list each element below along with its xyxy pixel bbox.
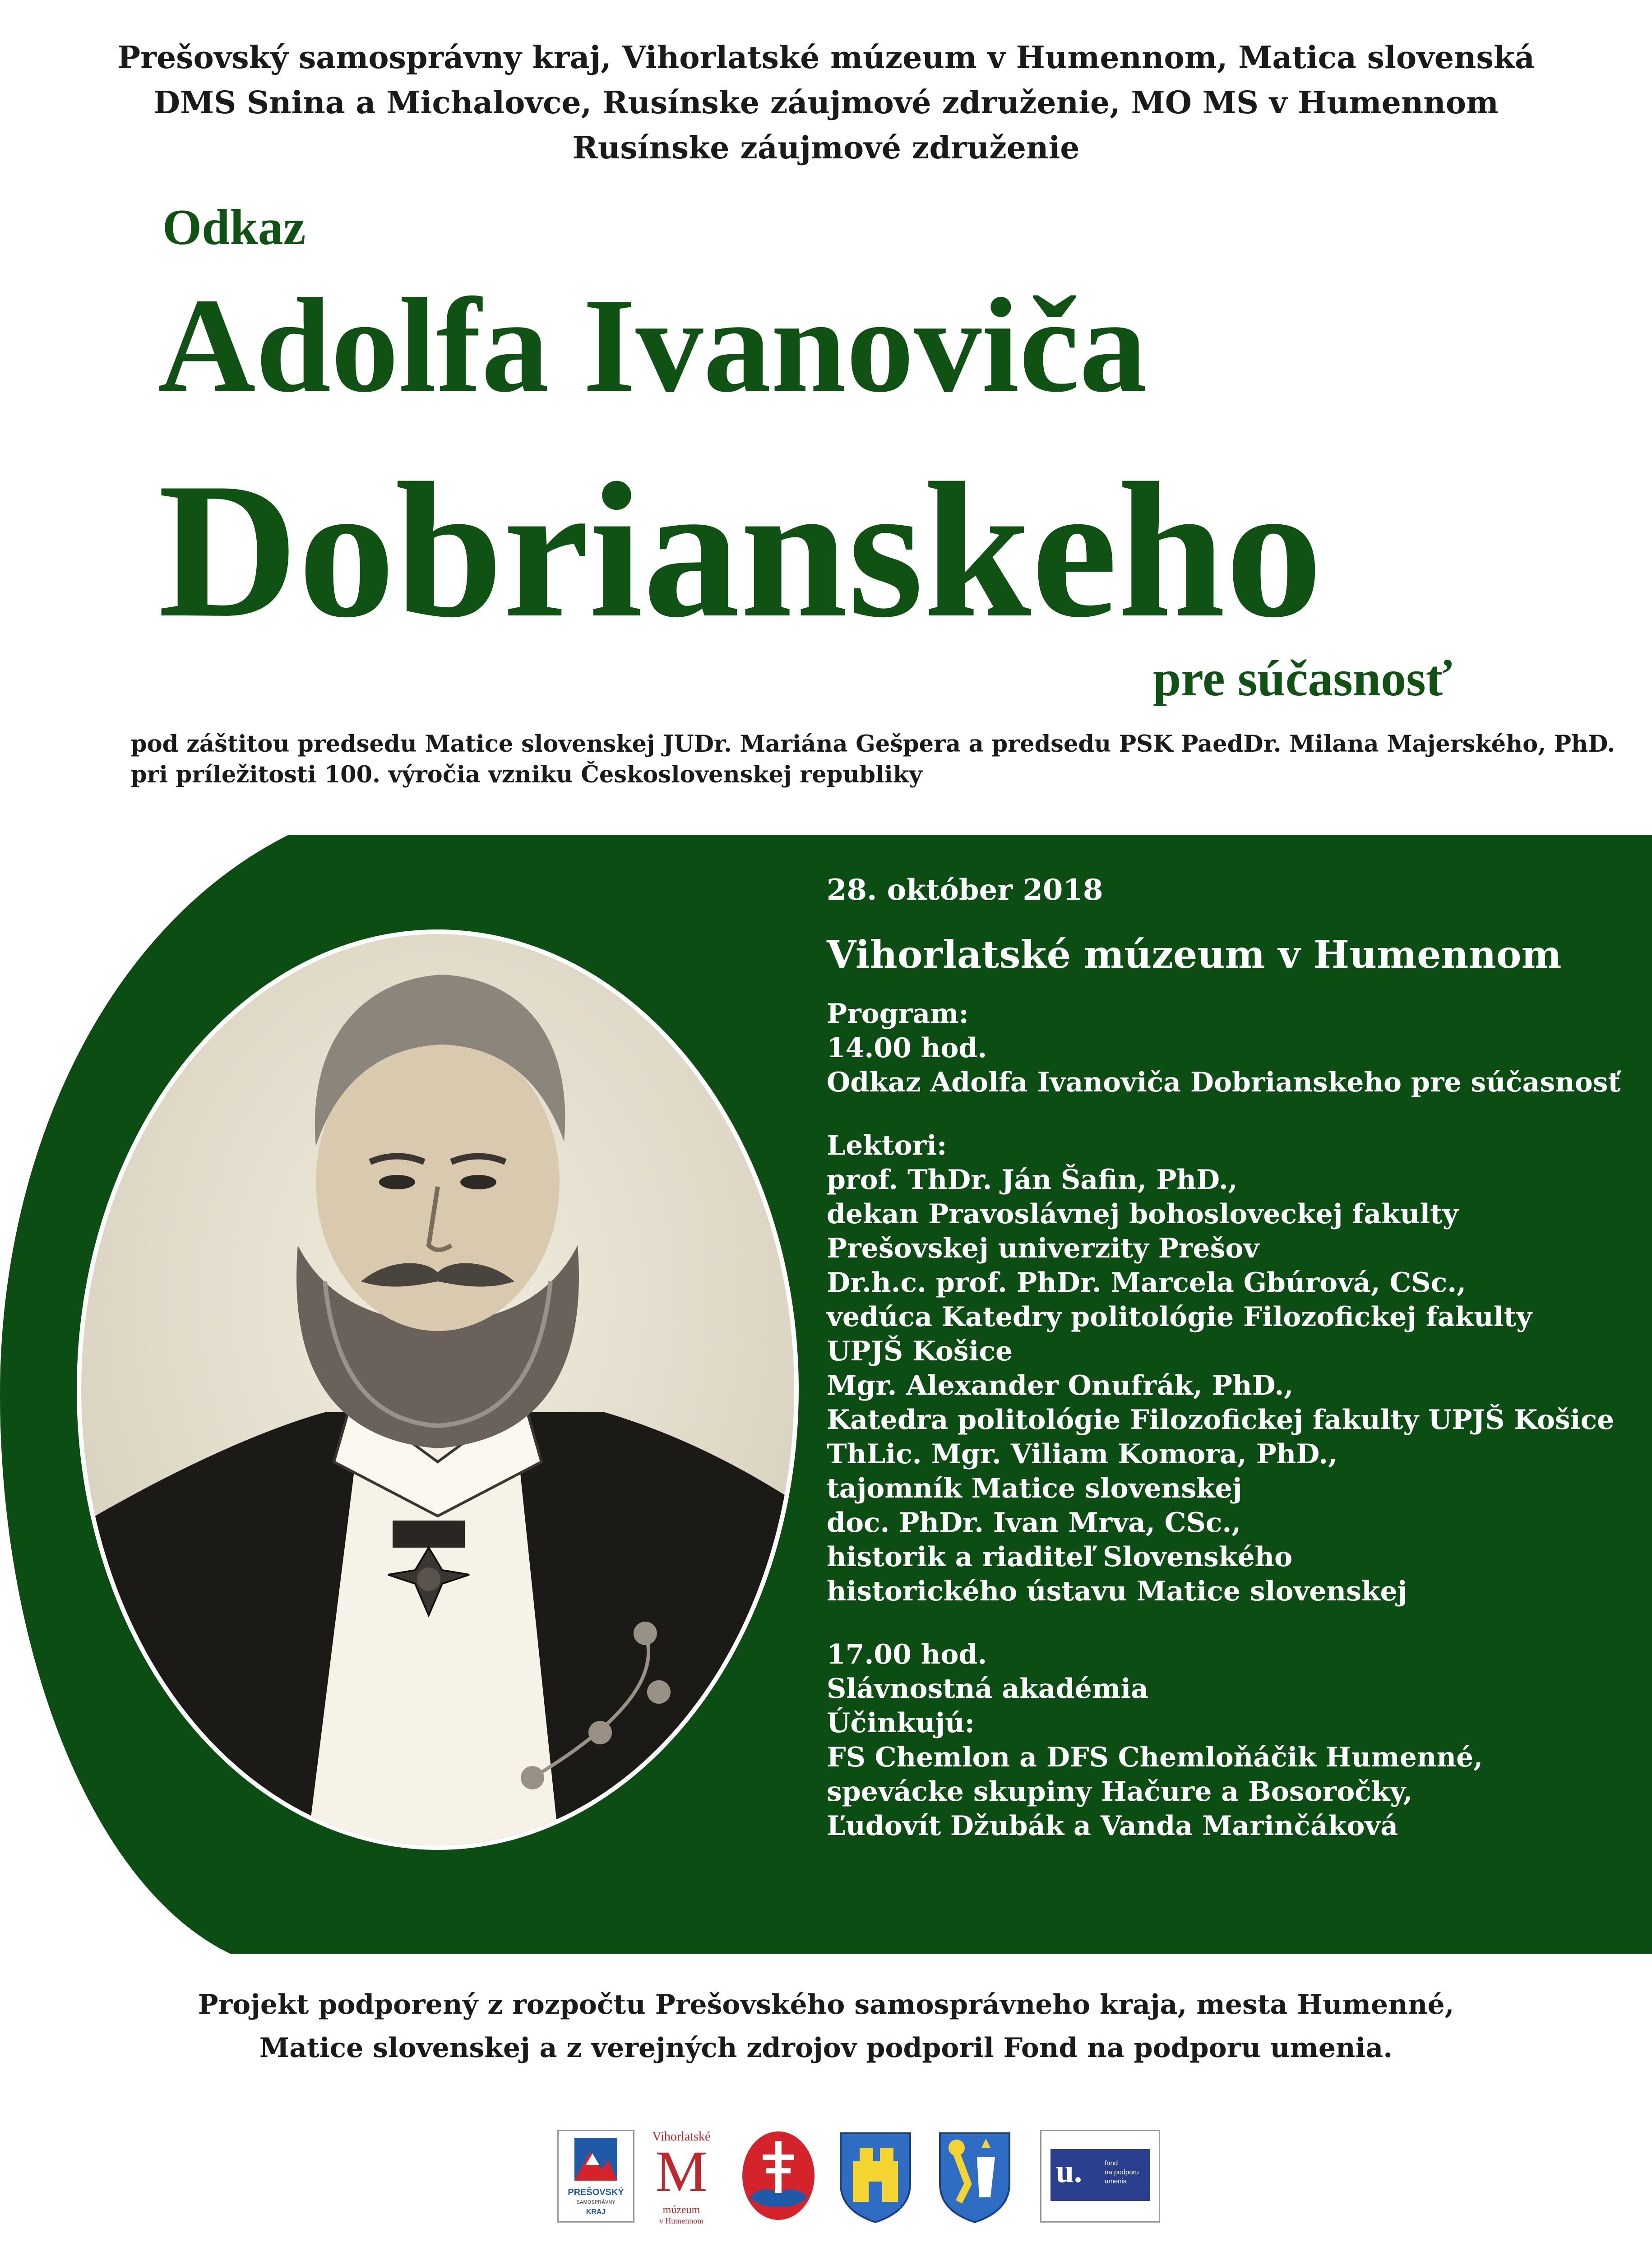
performer-line: spevácke skupiny Hačure a Bosoročky, [827,1776,1413,1808]
humenne-coat-of-arms-icon [837,2130,914,2224]
organizers-line-2: DMS Snina a Michalovce, Rusínske záujmové združenie, MO MS v Humennom [153,85,1499,121]
lecturer-line: ThLic. Mgr. Viliam Komora, PhD., [827,1438,1337,1470]
psk-logo-text-2: SAMOSPRÁVNY [576,2200,615,2205]
program-label: Program: [827,998,969,1030]
lecturer-line: dekan Pravoslávnej bohosloveckej fakulty [827,1198,1458,1230]
snina-coat-of-arms-icon [936,2130,1013,2224]
fpu-logo-text-2: na podporu [1105,2168,1139,2176]
funding-line-1: Projekt podporený z rozpočtu Prešovského samosprávneho kraja, mesta Humenné, [198,1989,1454,2020]
lecturer-line: historik a riaditeľ Slovenského [827,1541,1293,1573]
lecturer-line: vedúca Katedry politológie Filozofickej fakulty [827,1301,1532,1333]
performer-line: Ľudovít Džubák a Vanda Marinčáková [827,1810,1398,1842]
museum-logo-text-3: v Humennom [659,2216,704,2225]
performer-line: FS Chemlon a DFS Chemloňáčik Humenné, [827,1742,1483,1773]
lecturer-line: prof. ThDr. Ján Šafin, PhD., [827,1164,1238,1196]
lecturer-line: doc. PhDr. Ivan Mrva, CSc., [827,1507,1241,1539]
fpu-logo-mark: u. [1056,2153,1083,2189]
museum-logo-text-2: múzeum [662,2204,700,2216]
lecturer-line: Dr.h.c. prof. PhDr. Marcela Gbúrová, CSc., [827,1267,1467,1299]
event-date: 28. október 2018 [827,873,1103,907]
matica-slovenska-emblem [740,2130,817,2222]
lecturer-line: Prešovskej univerzity Prešov [827,1233,1259,1264]
museum-logo [645,2130,717,2233]
lecturer-line: Mgr. Alexander Onufrák, PhD., [827,1370,1294,1401]
event-info [827,873,1630,1843]
psk-logo [557,2130,634,2223]
psk-logo-text-3: KRAJ [586,2208,606,2216]
title-line-1: Adolfa Ivanoviča [158,270,1147,420]
fond-na-podporu-umenia-logo [1040,2130,1160,2223]
museum-logo-text-1: Vihorlatské [652,2130,711,2144]
title-line-2: Dobrianskeho [158,443,1323,658]
lecturer-line: historického ústavu Matice slovenskej [827,1576,1407,1607]
museum-logo-mark: M [655,2139,708,2204]
organizers-line-3: Rusínske záujmové združenie [572,130,1080,166]
session2-time: 17.00 hod. [827,1639,987,1670]
title-kicker: Odkaz [162,199,306,255]
session2-title: Slávnostná akadémia [827,1673,1148,1705]
lecturer-line: Katedra politológie Filozofickej fakulty UPJŠ Košice [827,1404,1615,1436]
performers-label: Účinkujú: [827,1707,975,1739]
funding-note [0,1983,1652,2070]
partner-logos [0,2130,1652,2247]
portrait-photo [72,929,803,1850]
patronage-block [131,729,1615,790]
title-subtitle: pre súčasnosť [1153,651,1453,707]
event-venue: Vihorlatské múzeum v Humennom [827,932,1562,977]
fpu-logo-text-3: umenia [1105,2177,1127,2185]
lecturer-line: UPJŠ Košice [827,1336,1013,1367]
lecturers-label: Lektori: [827,1130,947,1161]
psk-logo-text-1: PREŠOVSKÝ [568,2187,624,2197]
organizers-line-1: Prešovský samosprávny kraj, Vihorlatské múzeum v Humennom, Matica slovenská [117,40,1535,76]
patronage-line-2: pri príležitosti 100. výročia vzniku Československej republiky [131,761,922,788]
organizers-block [0,35,1652,171]
session1-time: 14.00 hod. [827,1032,987,1064]
fpu-logo-text-1: fond [1105,2159,1118,2167]
patronage-line-1: pod záštitou predsedu Matice slovenskej JUDr. Mariána Gešpera a predsedu PSK PaedDr. Milana Majerského, PhD. [131,730,1615,758]
funding-line-2: Matice slovenskej a z verejných zdrojov podporil Fond na podporu umenia. [259,2032,1393,2064]
session1-title: Odkaz Adolfa Ivanoviča Dobrianskeho pre súčasnosť [827,1067,1621,1098]
lecturer-line: tajomník Matice slovenskej [827,1473,1242,1504]
